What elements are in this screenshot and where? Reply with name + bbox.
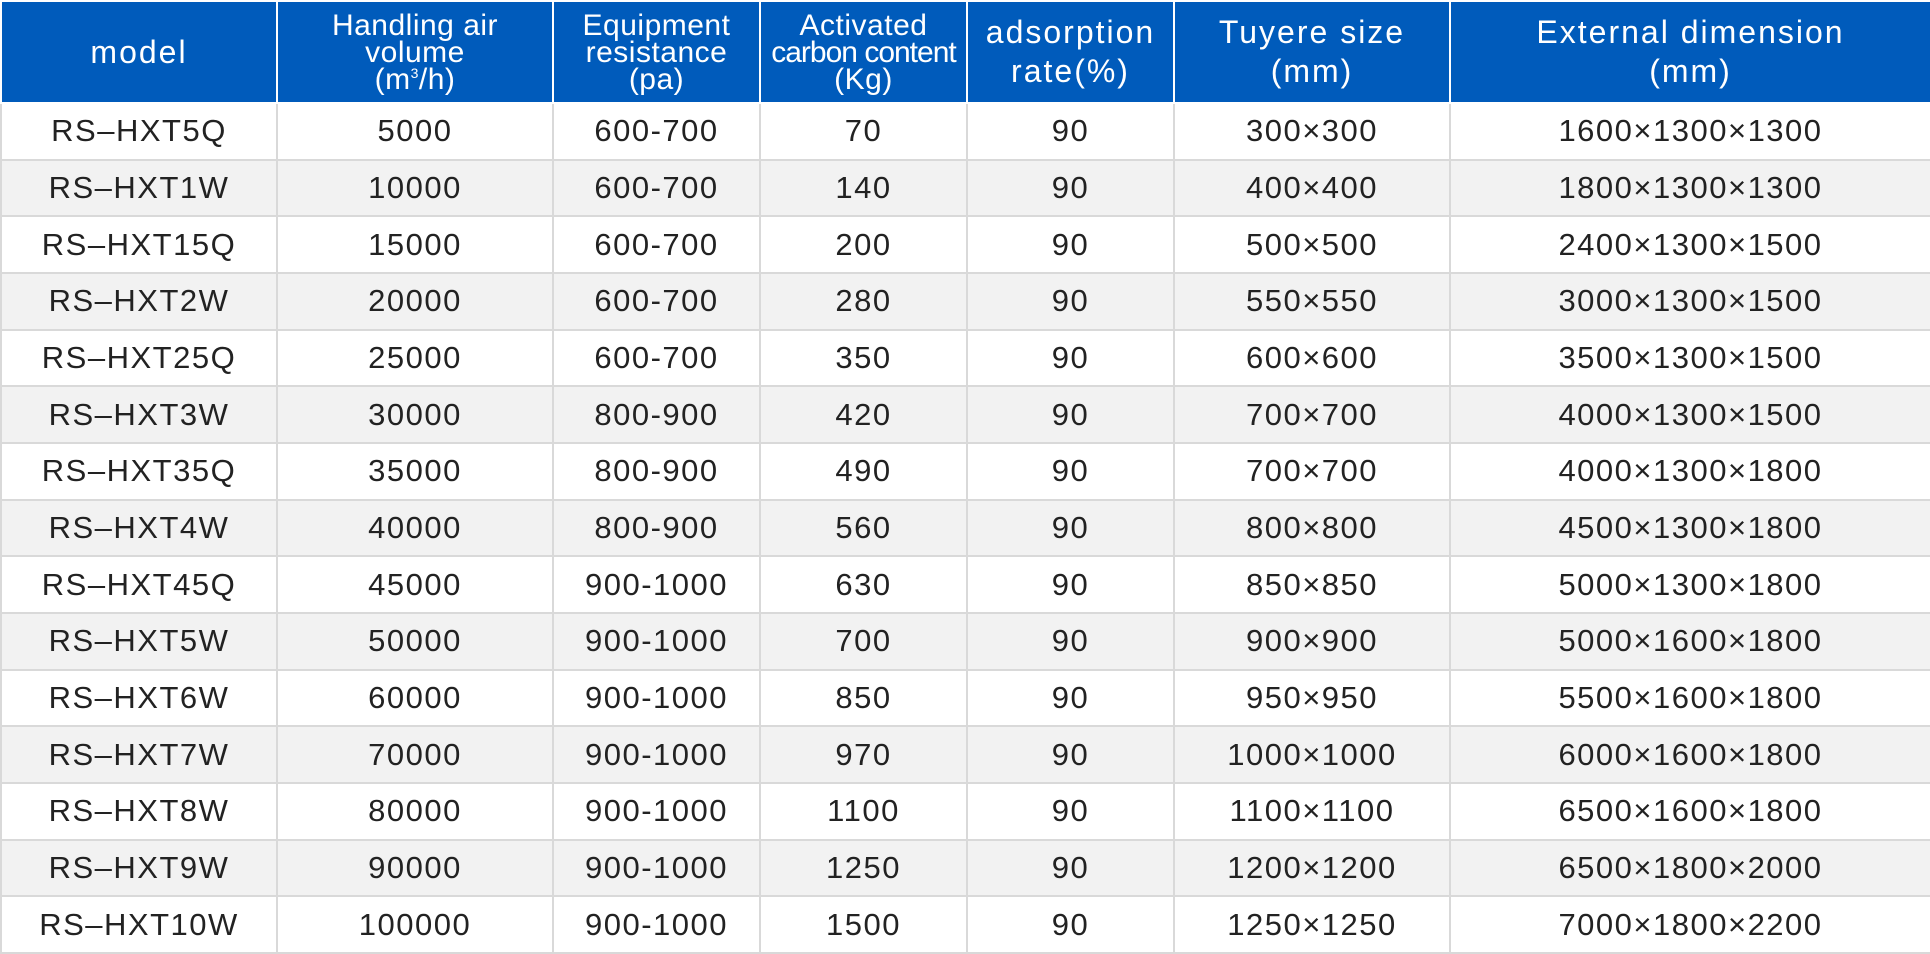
cell-tuyere: 500×500 xyxy=(1174,216,1450,273)
cell-tuyere: 1100×1100 xyxy=(1174,783,1450,840)
cell-adsorption: 90 xyxy=(967,443,1174,500)
header-dimension xyxy=(1450,1,1930,103)
header-adsorption-line1: adsorption xyxy=(985,14,1156,50)
table-row xyxy=(1,386,1930,443)
cell-model: RS–HXT6W xyxy=(1,670,277,727)
cell-air-volume: 25000 xyxy=(277,330,553,387)
cell-tuyere: 700×700 xyxy=(1174,443,1450,500)
cell-dimension: 3500×1300×1500 xyxy=(1450,330,1930,387)
cell-air-volume: 50000 xyxy=(277,613,553,670)
table-row xyxy=(1,273,1930,330)
cell-tuyere: 1250×1250 xyxy=(1174,896,1450,953)
header-adsorption-line2: rate(%) xyxy=(1011,53,1130,89)
cell-carbon: 630 xyxy=(760,556,967,613)
cell-resistance: 800-900 xyxy=(553,386,760,443)
header-resistance-line2: resistance xyxy=(585,35,728,69)
cell-resistance: 600-700 xyxy=(553,330,760,387)
table-row xyxy=(1,726,1930,783)
header-air-volume-unit-prefix: (m xyxy=(374,62,411,96)
cell-air-volume: 5000 xyxy=(277,103,553,160)
cell-adsorption: 90 xyxy=(967,840,1174,897)
table-row xyxy=(1,330,1930,387)
cell-air-volume: 40000 xyxy=(277,500,553,557)
header-tuyere-line2: (mm) xyxy=(1270,53,1354,89)
table-row xyxy=(1,500,1930,557)
cell-carbon: 140 xyxy=(760,160,967,217)
cell-dimension: 5000×1600×1800 xyxy=(1450,613,1930,670)
header-resistance-line1: Equipment xyxy=(582,8,731,42)
cell-model: RS–HXT25Q xyxy=(1,330,277,387)
cell-dimension: 4500×1300×1800 xyxy=(1450,500,1930,557)
cell-resistance: 600-700 xyxy=(553,103,760,160)
cell-resistance: 900-1000 xyxy=(553,670,760,727)
table-row xyxy=(1,443,1930,500)
cell-model: RS–HXT10W xyxy=(1,896,277,953)
cell-tuyere: 950×950 xyxy=(1174,670,1450,727)
cell-tuyere: 1200×1200 xyxy=(1174,840,1450,897)
cell-model: RS–HXT5W xyxy=(1,613,277,670)
cell-carbon: 1100 xyxy=(760,783,967,840)
header-dimension-line1: External dimension xyxy=(1536,14,1845,50)
cell-dimension: 4000×1300×1800 xyxy=(1450,443,1930,500)
header-resistance-line3: (pa) xyxy=(628,62,685,96)
cell-resistance: 900-1000 xyxy=(553,783,760,840)
cell-model: RS–HXT35Q xyxy=(1,443,277,500)
cell-tuyere: 900×900 xyxy=(1174,613,1450,670)
cell-dimension: 1600×1300×1300 xyxy=(1450,103,1930,160)
table-body xyxy=(1,103,1930,953)
header-model-label: model xyxy=(90,33,188,70)
table-row xyxy=(1,613,1930,670)
cell-carbon: 700 xyxy=(760,613,967,670)
cell-air-volume: 20000 xyxy=(277,273,553,330)
cell-model: RS–HXT45Q xyxy=(1,556,277,613)
cell-air-volume: 45000 xyxy=(277,556,553,613)
header-resistance xyxy=(553,1,760,103)
cell-carbon: 1500 xyxy=(760,896,967,953)
cell-carbon: 200 xyxy=(760,216,967,273)
header-carbon-line1: Activated xyxy=(799,8,928,42)
cell-dimension: 5500×1600×1800 xyxy=(1450,670,1930,727)
header-tuyere xyxy=(1174,1,1450,103)
table-row xyxy=(1,670,1930,727)
cell-resistance: 800-900 xyxy=(553,443,760,500)
cell-tuyere: 300×300 xyxy=(1174,103,1450,160)
cell-adsorption: 90 xyxy=(967,726,1174,783)
cell-dimension: 6000×1600×1800 xyxy=(1450,726,1930,783)
cell-dimension: 2400×1300×1500 xyxy=(1450,216,1930,273)
cell-carbon: 280 xyxy=(760,273,967,330)
cell-air-volume: 15000 xyxy=(277,216,553,273)
cell-adsorption: 90 xyxy=(967,160,1174,217)
cell-air-volume: 10000 xyxy=(277,160,553,217)
header-carbon-line2: carbon content xyxy=(771,35,956,69)
cell-model: RS–HXT7W xyxy=(1,726,277,783)
cell-resistance: 800-900 xyxy=(553,500,760,557)
header-air-volume xyxy=(277,1,553,103)
cell-dimension: 6500×1600×1800 xyxy=(1450,783,1930,840)
cell-resistance: 900-1000 xyxy=(553,556,760,613)
cell-dimension: 5000×1300×1800 xyxy=(1450,556,1930,613)
cell-resistance: 900-1000 xyxy=(553,896,760,953)
table-row xyxy=(1,556,1930,613)
table-row xyxy=(1,216,1930,273)
cell-dimension: 1800×1300×1300 xyxy=(1450,160,1930,217)
cell-adsorption: 90 xyxy=(967,103,1174,160)
cell-carbon: 490 xyxy=(760,443,967,500)
header-carbon-line3: (Kg) xyxy=(834,62,893,96)
cell-carbon: 350 xyxy=(760,330,967,387)
cell-adsorption: 90 xyxy=(967,670,1174,727)
cell-dimension: 4000×1300×1500 xyxy=(1450,386,1930,443)
cell-adsorption: 90 xyxy=(967,613,1174,670)
header-row xyxy=(1,1,1930,103)
cell-model: RS–HXT9W xyxy=(1,840,277,897)
cell-adsorption: 90 xyxy=(967,556,1174,613)
cell-model: RS–HXT4W xyxy=(1,500,277,557)
cell-dimension: 7000×1800×2200 xyxy=(1450,896,1930,953)
cell-tuyere: 700×700 xyxy=(1174,386,1450,443)
header-adsorption xyxy=(967,1,1174,103)
cell-resistance: 600-700 xyxy=(553,273,760,330)
cell-model: RS–HXT1W xyxy=(1,160,277,217)
cell-adsorption: 90 xyxy=(967,500,1174,557)
cell-carbon: 1250 xyxy=(760,840,967,897)
cell-resistance: 600-700 xyxy=(553,216,760,273)
header-tuyere-line1: Tuyere size xyxy=(1218,14,1406,50)
cell-resistance: 900-1000 xyxy=(553,840,760,897)
cell-model: RS–HXT3W xyxy=(1,386,277,443)
cell-tuyere: 800×800 xyxy=(1174,500,1450,557)
table-row xyxy=(1,103,1930,160)
cell-dimension: 3000×1300×1500 xyxy=(1450,273,1930,330)
cell-air-volume: 80000 xyxy=(277,783,553,840)
cell-resistance: 900-1000 xyxy=(553,613,760,670)
cell-adsorption: 90 xyxy=(967,783,1174,840)
cell-adsorption: 90 xyxy=(967,216,1174,273)
cell-resistance: 600-700 xyxy=(553,160,760,217)
table-row xyxy=(1,840,1930,897)
cell-adsorption: 90 xyxy=(967,386,1174,443)
cell-resistance: 900-1000 xyxy=(553,726,760,783)
cell-model: RS–HXT2W xyxy=(1,273,277,330)
header-air-volume-unit-suffix: /h) xyxy=(418,62,456,96)
cell-model: RS–HXT8W xyxy=(1,783,277,840)
cell-dimension: 6500×1800×2000 xyxy=(1450,840,1930,897)
cell-carbon: 970 xyxy=(760,726,967,783)
cell-air-volume: 90000 xyxy=(277,840,553,897)
cell-adsorption: 90 xyxy=(967,273,1174,330)
cell-air-volume: 35000 xyxy=(277,443,553,500)
table-row xyxy=(1,160,1930,217)
cell-tuyere: 550×550 xyxy=(1174,273,1450,330)
cell-air-volume: 70000 xyxy=(277,726,553,783)
header-dimension-line2: (mm) xyxy=(1649,53,1732,89)
cell-model: RS–HXT5Q xyxy=(1,103,277,160)
cell-adsorption: 90 xyxy=(967,330,1174,387)
cell-tuyere: 400×400 xyxy=(1174,160,1450,217)
cell-model: RS–HXT15Q xyxy=(1,216,277,273)
cell-air-volume: 100000 xyxy=(277,896,553,953)
cell-carbon: 70 xyxy=(760,103,967,160)
cell-carbon: 850 xyxy=(760,670,967,727)
header-air-volume-unit-exponent: 3 xyxy=(410,64,419,81)
header-model xyxy=(1,1,277,103)
header-air-volume-line1: Handling air xyxy=(331,8,499,42)
table-row xyxy=(1,896,1930,953)
cell-tuyere: 850×850 xyxy=(1174,556,1450,613)
cell-adsorption: 90 xyxy=(967,896,1174,953)
cell-carbon: 560 xyxy=(760,500,967,557)
cell-air-volume: 30000 xyxy=(277,386,553,443)
header-air-volume-line2: volume xyxy=(365,35,465,69)
cell-carbon: 420 xyxy=(760,386,967,443)
cell-air-volume: 60000 xyxy=(277,670,553,727)
table-row xyxy=(1,783,1930,840)
cell-tuyere: 600×600 xyxy=(1174,330,1450,387)
header-air-volume-line3 xyxy=(374,62,456,96)
header-carbon xyxy=(760,1,967,103)
cell-tuyere: 1000×1000 xyxy=(1174,726,1450,783)
